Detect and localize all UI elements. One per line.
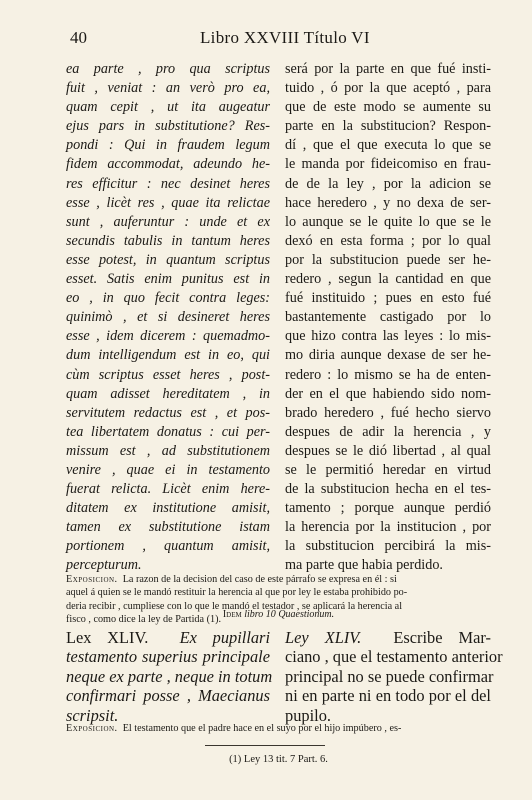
text-line: tuido , ó por la que aceptó , para — [285, 80, 491, 97]
text-line: lo aunque se le quite lo que se le — [285, 213, 491, 230]
text-line: fuerat relicta. Licèt enim here- — [66, 481, 270, 498]
text-line: fidem accommodat, adeundo he- — [66, 156, 270, 173]
law-number: Lex XLIV. — [66, 628, 149, 647]
text-line: ma parte que habia perdido. — [285, 557, 443, 574]
exposition-line: El testamento que el padre hace en el suyo por el hijo impúbero , es- — [122, 723, 402, 734]
text-line: que de este modo se aumente su — [285, 99, 491, 116]
law-latin-block — [66, 628, 273, 725]
exposition-label: Exposicion. — [66, 723, 118, 734]
source-text: libro 10 — [244, 609, 276, 620]
source-prefix: Idem — [222, 609, 242, 620]
text-line: missum est , ad substitutionem — [66, 442, 270, 459]
text-line: de la substitucion hecha en el tes- — [285, 481, 491, 498]
running-title: Libro XXVIII Título VI — [200, 28, 370, 47]
text-line: esset. Satis enim punitus est in — [66, 271, 270, 288]
text-line: la substitucion percibirá la mis- — [285, 538, 491, 555]
text-line: de de la ley , por la adicion se — [285, 175, 491, 192]
exposition-line: fisco , como dice la ley de Partida (1). — [66, 614, 222, 626]
latin-text-column — [66, 60, 270, 576]
text-line: tea libertatem donatus : cui per- — [66, 423, 270, 440]
footnote: (1) Ley 13 tit. 7 Part. 6. — [229, 754, 328, 765]
running-header — [70, 28, 492, 52]
text-line: fué instituido ; pues en esto fué — [285, 290, 491, 307]
text-line: tamen ex substitutione istam — [66, 519, 270, 536]
law-text-line: Ex pupillari — [179, 628, 270, 647]
text-line: secundis tabulis in tantum heres — [66, 232, 270, 249]
law-text-line: ni en parte ni en todo por el del — [285, 686, 491, 706]
text-line: quam cepit , ut ita augeatur — [66, 99, 270, 116]
text-line: venire , quae ei in testamento — [66, 461, 270, 478]
text-line: mo diria aunque dexase de ser he- — [285, 347, 491, 364]
text-line: dexó en esta forma ; por lo qual — [285, 232, 491, 249]
text-line: hace heredero , y no dexa de ser- — [285, 194, 491, 211]
page-number: 40 — [70, 28, 87, 47]
exposition-note-2 — [66, 722, 491, 735]
text-line: portionem , quantum amisit, — [66, 538, 270, 555]
text-line: cùm scriptus esset heres , post- — [66, 366, 270, 383]
text-line: por la substitucion puede ser he- — [285, 251, 491, 268]
text-line: pondi : Qui in fraudem legum — [66, 137, 270, 154]
law-spanish-block — [285, 628, 503, 725]
exposition-line: La razon de la decision del caso de este párrafo se expresa en él : si — [122, 574, 397, 585]
law-text-line: principal no se puede confirmar — [285, 666, 494, 686]
text-line: der en el que habiendo sido nom- — [285, 385, 491, 402]
text-line: ea parte , pro qua scriptus — [66, 61, 270, 77]
law-text-line: Escribe Mar- — [393, 628, 491, 647]
text-line: esse , licèt res , quae ita relictae — [66, 194, 270, 211]
text-line: esse potest, in quantum scriptus — [66, 251, 270, 268]
text-line: despues de adir la herencia , y — [285, 423, 491, 440]
law-text-line: neque ex parte , neque in totum — [66, 666, 273, 686]
spanish-text-column — [285, 60, 491, 576]
text-line: res efficitur : nec desinet heres — [66, 175, 270, 192]
text-line: redero , segun la cantidad en que — [285, 271, 491, 288]
text-line: despues se le dió libertad , al qual — [285, 442, 491, 459]
text-line: quam adisset hereditatem , in — [66, 385, 270, 402]
text-line: quinimò , et si desineret heres — [66, 309, 270, 326]
law-text-line: ciano , que el testamento anterior — [285, 647, 503, 667]
law-number: Ley XLIV. — [285, 628, 362, 647]
text-line: que hizo contra las leyes : lo mis- — [285, 328, 491, 345]
text-line: bastantemente castigado por lo — [285, 309, 491, 326]
text-line: fuit , veniat : an verò pro ea, — [66, 80, 270, 97]
text-line: redero : lo mismo se ha de enten- — [285, 366, 491, 383]
exposition-label: Exposicion. — [66, 574, 118, 585]
text-line: ditatem ex institutione amisit, — [66, 500, 270, 517]
exposition-line: aquel á quien se le mandó restituir la herencia al que por ley le estaba prohibido po- — [66, 587, 408, 599]
text-line: dí , que el que executa lo que se — [285, 137, 491, 154]
source-citation — [66, 609, 491, 620]
text-line: ejus pars in substitutione? Res- — [66, 118, 270, 135]
text-line: tamento ; porque aunque perdió — [285, 500, 491, 517]
text-line: se le permitió heredar en virtud — [285, 461, 491, 478]
text-line: parte en la substitucion? Respon- — [285, 118, 491, 135]
text-line: esse , idem dicerem : quemadmo- — [66, 328, 270, 345]
text-line: sunt , auferuntur : unde et ex — [66, 213, 270, 230]
text-line: la herencia por la institucion , por — [285, 519, 491, 536]
source-suffix: Quaestionum. — [278, 609, 335, 620]
law-text-line: scripsit. — [66, 705, 119, 725]
law-text-line: pupilo. — [285, 705, 331, 725]
text-line: percepturum. — [66, 557, 142, 574]
law-text-line: confirmari posse , Maecianus — [66, 686, 270, 706]
law-text-line: testamento superius principale — [66, 647, 270, 667]
text-line: será por la parte en que fué insti- — [285, 61, 491, 77]
footnote-divider — [205, 745, 325, 746]
text-line: brado heredero , fué hecho siervo — [285, 404, 491, 421]
text-line: le manda por fideicomiso en frau- — [285, 156, 491, 173]
text-line: eo , in quo fecit contra leges: — [66, 290, 270, 307]
text-line: dum intelligendum est in eo, qui — [66, 347, 270, 364]
exposition-line: deria recibir , cumpliese con lo que le mandó el testador , se aplicará la herencia al — [66, 600, 403, 612]
text-line: servitutem redactus est , et pos- — [66, 404, 270, 421]
